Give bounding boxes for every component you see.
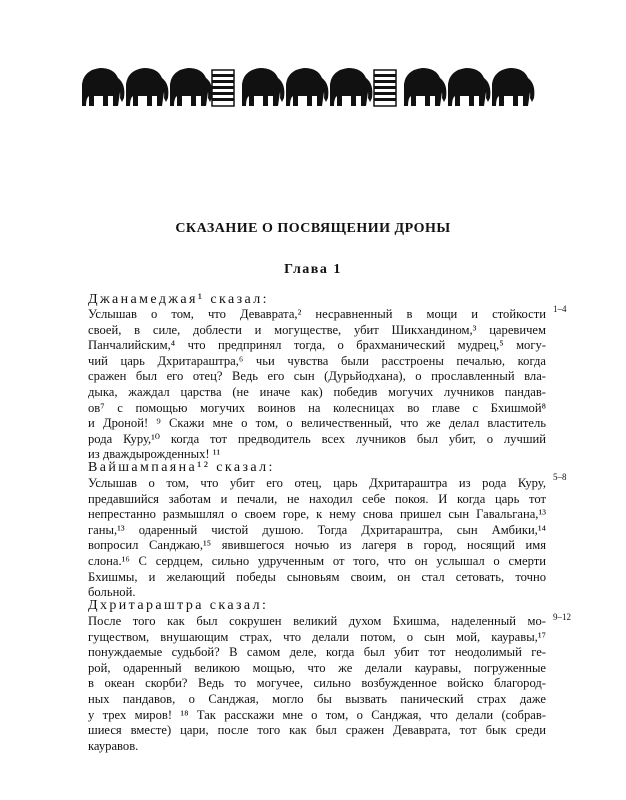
chapter-heading: Глава 1 <box>284 262 342 277</box>
text-line: шиеся вместе) цари, после того как был сражен Деваврата, тот бык среди <box>88 723 546 738</box>
text-line: Услышав о том, что убит его отец, царь Дхритараштра из рода Куру, <box>88 476 546 490</box>
text-line: своей, в силе, доблести и могуществе, убит Шикхандином,³ царевичем <box>88 322 546 337</box>
text-line: Бхишмы, и желающий победы сыновьям своим, он стал сетовать, точно <box>88 569 546 584</box>
text-line: кауравов. <box>88 738 139 753</box>
text-line: рой, одаренный великою мощью, что же делали кауравы, погруженные <box>88 660 546 675</box>
text-line: непрестанно размышлял о своем горе, к нему снова пришел сын Гавальгана,¹³ <box>88 507 546 522</box>
text-line: больной. <box>88 585 136 600</box>
text-line: вопросил Санджаю,¹⁵ явившегося ночью из лагеря в город, носящий имя <box>88 538 546 553</box>
text-line: из дваждырожденных! ¹¹ <box>88 447 221 462</box>
paragraph <box>88 476 546 601</box>
text-line: После того как был сокрушен великий духом Бхишма, наделенный мо- <box>88 614 546 628</box>
text-line: понуждаемые судьбой? В самом деле, когда был убит тот неодолимый ге- <box>88 645 546 660</box>
text-line: у трех миров! ¹⁸ Так расскажи мне о том, о Санджая, что делали (собрав- <box>88 707 546 722</box>
paragraph <box>88 307 546 463</box>
text-line: гуществом, внушающим страх, что делали потом, о сын мой, кауравы,¹⁷ <box>88 629 546 644</box>
text-line: ов⁷ с помощью могучих воинов на колесницах во главе с Бхишмой⁸ <box>88 400 546 415</box>
text-line: предавшийся заботам и печали, не находил себе покоя. И когда царь тот <box>88 491 546 506</box>
page-title: СКАЗАНИЕ О ПОСВЯЩЕНИИ ДРОНЫ <box>175 221 451 236</box>
text-line: рода Куру,¹⁰ когда тот предводитель всех лучников был убит, о лучший <box>88 431 546 446</box>
speaker-heading: Вайшампаяна¹² сказал: <box>88 460 275 475</box>
text-line: дыка, жаждал царства (не иначе как) победив могучих лучников пандав- <box>88 384 546 399</box>
text-line: Панчалийским,⁴ что предпринял тогда, о брахманический мудрец,⁵ могу- <box>88 338 546 353</box>
text-line: ганы,¹³ одаренный чистой душою. Тогда Дхритараштра, сын Амбики,¹⁴ <box>88 522 546 537</box>
verse-number: 1–4 <box>553 304 567 314</box>
verse-number: 5–8 <box>553 472 567 482</box>
text-line: ных пандавов, о Санджая, могло бы вызвать панический страх даже <box>88 691 546 706</box>
text-line: и Дроной! ⁹ Скажи мне о том, о величественный, что же делал властитель <box>88 416 546 431</box>
text-line: чий царь Дхритараштра,⁶ чьи чувства были расстроены печалью, когда <box>88 353 546 368</box>
verse-number: 9–12 <box>553 612 571 622</box>
text-line: Услышав о том, что Деваврата,² несравненный в мощи и стойкости <box>88 307 546 321</box>
text-line: слона.¹⁶ С сердцем, сильно удрученным от того, что он услышал о смерти <box>88 553 546 568</box>
text-line: сражен был его отец? Ведь его сын (Дурьйодхана), о прославленный вла- <box>88 369 546 384</box>
paragraph <box>88 614 546 754</box>
speaker-heading: Дхритараштра сказал: <box>88 598 269 613</box>
elephant-frieze-ornament <box>78 62 548 110</box>
speaker-heading: Джанамеджая¹ сказал: <box>88 292 269 307</box>
text-line: в океан скорби? Ведь то могучее, сильно возбужденное войско благород- <box>88 676 546 691</box>
